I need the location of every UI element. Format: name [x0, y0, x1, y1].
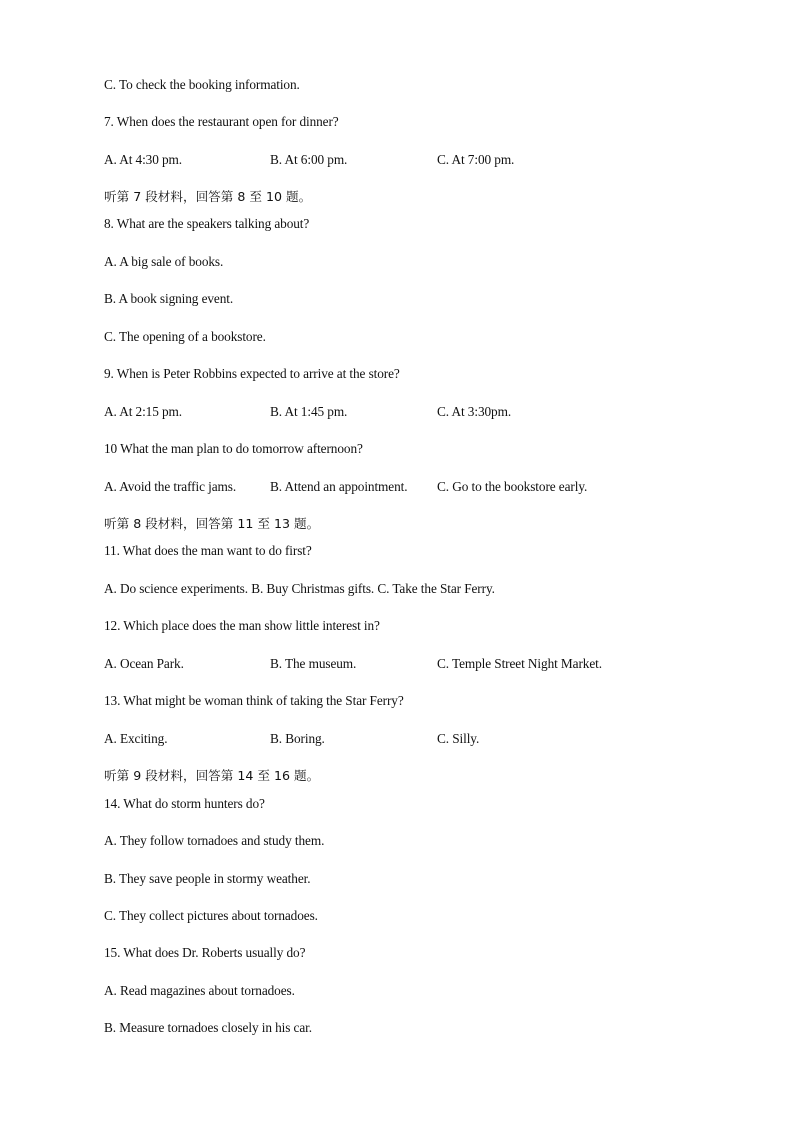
option-b-q15: B. Measure tornadoes closely in his car. [104, 1020, 312, 1035]
option-c: C. At 3:30pm. [437, 404, 512, 419]
option-c-q14: C. They collect pictures about tornadoes. [104, 908, 318, 923]
options-row-q10 [0, 479, 690, 495]
question-9: 9. When is Peter Robbins expected to arrive at the store? [104, 366, 400, 381]
option-a: A. At 4:30 pm. [104, 152, 183, 167]
question-12: 12. Which place does the man show little interest in? [104, 618, 380, 633]
question-7: 7. When does the restaurant open for dinner? [104, 114, 339, 129]
option-c: C. Temple Street Night Market. [437, 656, 602, 671]
section-heading-7: 听第 7 段材料，回答第 8 至 10 题。 [104, 189, 312, 204]
question-13: 13. What might be woman think of taking the Star Ferry? [104, 693, 404, 708]
option-b: B. At 1:45 pm. [270, 404, 348, 419]
option-c-q8: C. The opening of a bookstore. [104, 329, 266, 344]
option-a-q14: A. They follow tornadoes and study them. [104, 833, 325, 848]
option-a: A. Exciting. [104, 731, 168, 746]
options-line-q11: A. Do science experiments. B. Buy Christmas gifts. C. Take the Star Ferry. [104, 581, 495, 596]
section-heading-8: 听第 8 段材料，回答第 11 至 13 题。 [104, 516, 320, 531]
option-a: A. At 2:15 pm. [104, 404, 183, 419]
option-b: B. The museum. [270, 656, 357, 671]
option-c-q6: C. To check the booking information. [104, 77, 300, 92]
options-row-q7 [0, 152, 690, 168]
option-a: A. Ocean Park. [104, 656, 184, 671]
option-c: C. Silly. [437, 731, 480, 746]
options-row-q12 [0, 656, 690, 672]
question-15: 15. What does Dr. Roberts usually do? [104, 945, 306, 960]
option-b: B. Attend an appointment. [270, 479, 408, 494]
question-10: 10 What the man plan to do tomorrow afternoon? [104, 441, 363, 456]
option-c: C. Go to the bookstore early. [437, 479, 588, 494]
option-b: B. Boring. [270, 731, 325, 746]
option-b: B. At 6:00 pm. [270, 152, 348, 167]
options-row-q9 [0, 404, 690, 420]
option-c: C. At 7:00 pm. [437, 152, 515, 167]
question-8: 8. What are the speakers talking about? [104, 216, 310, 231]
options-row-q13 [0, 731, 690, 747]
section-heading-9: 听第 9 段材料，回答第 14 至 16 题。 [104, 768, 320, 783]
option-a-q15: A. Read magazines about tornadoes. [104, 983, 295, 998]
option-a: A. Avoid the traffic jams. [104, 479, 237, 494]
option-b-q14: B. They save people in stormy weather. [104, 871, 311, 886]
option-b-q8: B. A book signing event. [104, 291, 234, 306]
question-14: 14. What do storm hunters do? [104, 796, 265, 811]
option-a-q8: A. A big sale of books. [104, 254, 224, 269]
question-11: 11. What does the man want to do first? [104, 543, 312, 558]
